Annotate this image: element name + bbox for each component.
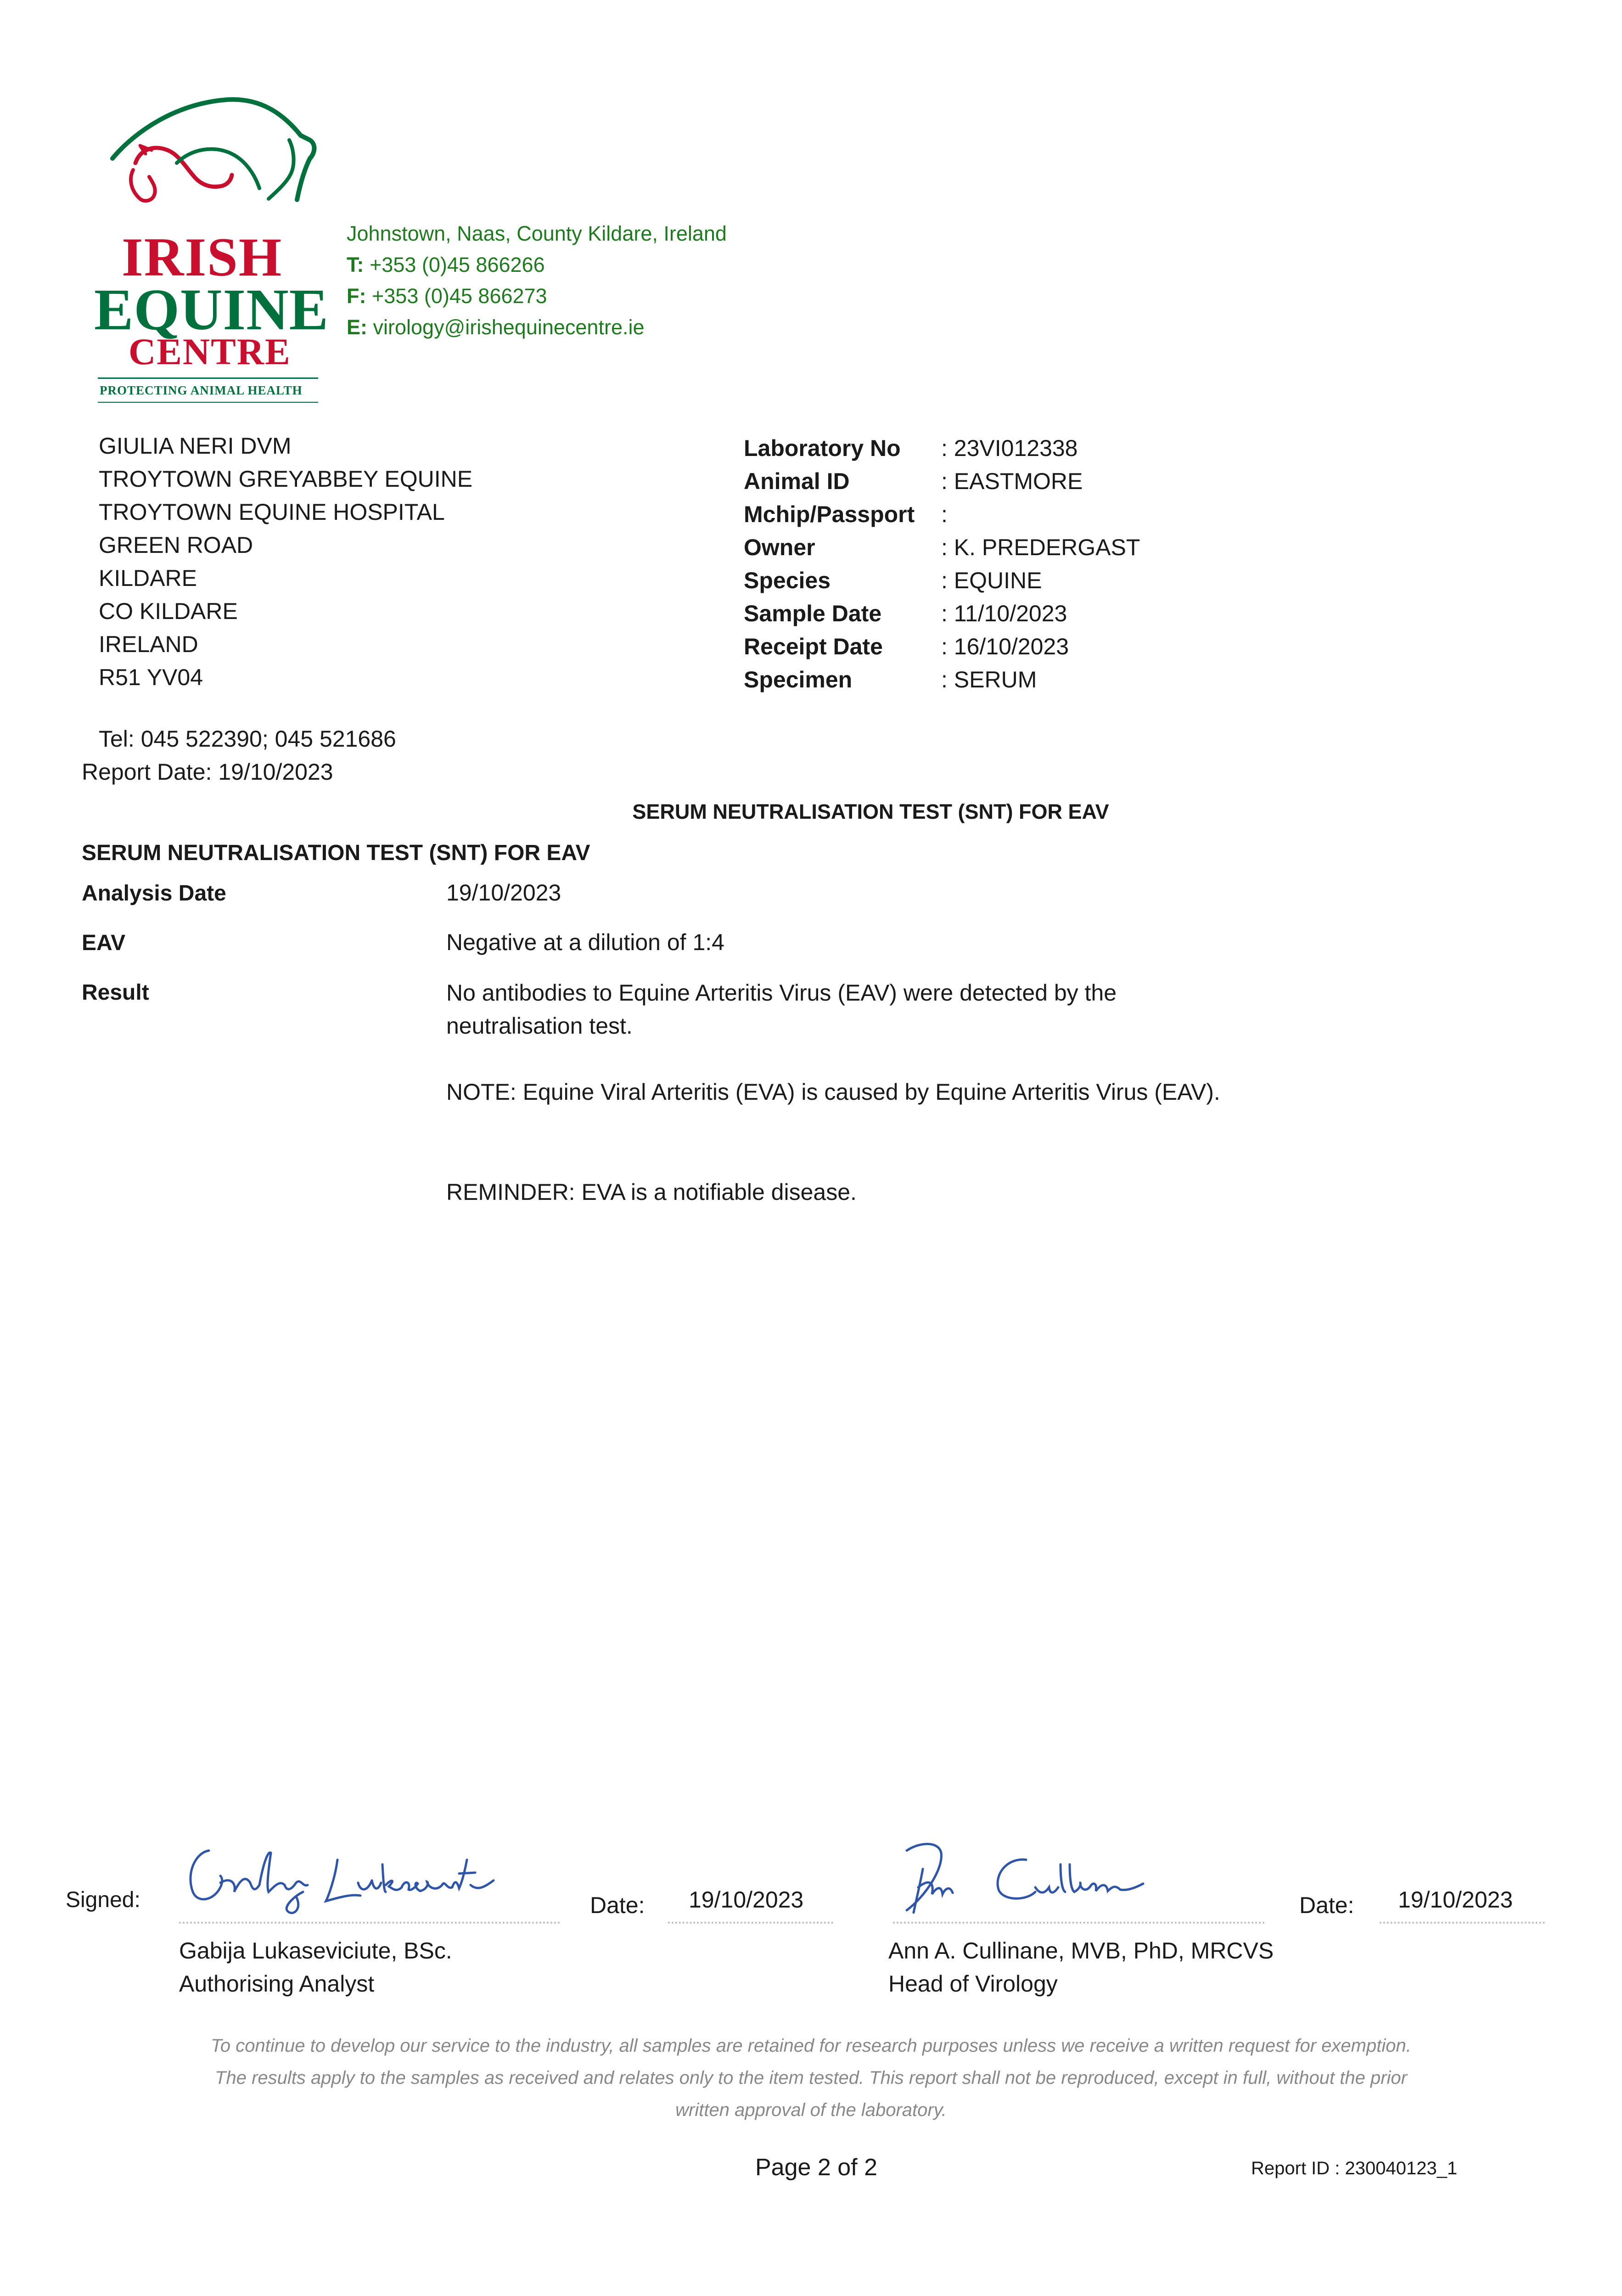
address-line: TROYTOWN GREYABBEY EQUINE <box>99 466 473 492</box>
result-label: Result <box>82 980 149 1005</box>
address-line: CO KILDARE <box>99 598 238 624</box>
date-value-left: 19/10/2023 <box>689 1887 804 1913</box>
contact-address: Johnstown, Naas, County Kildare, Ireland <box>347 222 727 245</box>
signatory-name-right: Ann A. Cullinane, MVB, PhD, MRCVS <box>888 1938 1274 1964</box>
lab-detail-row: Laboratory No : 23VI012338 <box>744 435 1078 461</box>
logo-irish-text: IRISH <box>122 226 283 287</box>
signed-label: Signed: <box>66 1888 140 1912</box>
lab-detail-row: Animal ID : EASTMORE <box>744 468 1083 494</box>
lab-detail-row: Receipt Date : 16/10/2023 <box>744 634 1069 659</box>
address-line: R51 YV04 <box>99 664 203 690</box>
result-reminder: REMINDER: EVA is a notifiable disease. <box>446 1179 857 1205</box>
logo-centre-text: CENTRE <box>129 331 291 372</box>
logo-tagline: PROTECTING ANIMAL HEALTH <box>100 383 303 397</box>
date-label-left: Date: <box>590 1892 645 1918</box>
horse-logo-icon <box>108 94 328 214</box>
disclaimer-line: To continue to develop our service to the industry, all samples are retained for research purposes unless we receive a written request for exemption. <box>211 2036 1411 2056</box>
signatory-name-left: Gabija Lukaseviciute, BSc. <box>179 1938 452 1964</box>
signature-ann-cullinane <box>888 1832 1228 1924</box>
disclaimer-line: The results apply to the samples as received and relates only to the item tested. This report shall not be reproduced, except in full, without the prior <box>215 2068 1407 2088</box>
lab-detail-row: Species : EQUINE <box>744 568 1042 593</box>
signature-gabija-lukaseviciute <box>177 1832 507 1919</box>
address-line: KILDARE <box>99 565 197 591</box>
recipient-address <box>99 429 472 694</box>
date-value-right: 19/10/2023 <box>1398 1887 1513 1913</box>
recipient-tel: Tel: 045 522390; 045 521686 <box>99 726 396 752</box>
result-text: No antibodies to Equine Arteritis Virus (EAV) were detected by the neutralisation test. <box>446 980 1117 1039</box>
date-line-right <box>1380 1922 1545 1924</box>
address-line: IRELAND <box>99 631 198 657</box>
lab-details <box>744 432 1140 696</box>
signatory-role-left: Authorising Analyst <box>179 1971 375 1997</box>
lab-detail-row: Mchip/Passport : <box>744 501 948 527</box>
address-line: GIULIA NERI DVM <box>99 433 292 459</box>
page-number: Page 2 of 2 <box>755 2154 877 2181</box>
disclaimer-line: written approval of the laboratory. <box>675 2100 947 2120</box>
report-id: Report ID : 230040123_1 <box>1251 2158 1458 2178</box>
date-line-left <box>668 1922 833 1924</box>
logo-divider <box>98 377 318 379</box>
signatory-role-right: Head of Virology <box>888 1971 1058 1997</box>
report-date: Report Date: 19/10/2023 <box>82 759 333 785</box>
contact-fax: F: +353 (0)45 866273 <box>347 284 547 308</box>
lab-detail-row: Specimen : SERUM <box>744 667 1037 692</box>
lab-detail-row: Owner : K. PREDERGAST <box>744 535 1140 560</box>
disclaimer <box>138 2030 1484 2126</box>
date-label-right: Date: <box>1299 1892 1354 1918</box>
lab-detail-row: Sample Date : 11/10/2023 <box>744 601 1067 626</box>
irish-equine-centre-logo <box>90 94 328 406</box>
analysis-date-label: Analysis Date <box>82 881 226 906</box>
eav-value: Negative at a dilution of 1:4 <box>446 929 724 955</box>
address-line: GREEN ROAD <box>99 532 253 558</box>
signature-line-right <box>893 1922 1265 1924</box>
contact-phone: T: +353 (0)45 866266 <box>347 253 545 276</box>
eav-label: EAV <box>82 931 126 955</box>
logo-equine-text: EQUINE <box>94 277 329 342</box>
analysis-date-value: 19/10/2023 <box>446 880 561 906</box>
logo-divider-bottom <box>98 402 318 403</box>
address-line: TROYTOWN EQUINE HOSPITAL <box>99 499 445 525</box>
test-heading: SERUM NEUTRALISATION TEST (SNT) FOR EAV <box>82 841 590 865</box>
test-heading-centered: SERUM NEUTRALISATION TEST (SNT) FOR EAV <box>632 800 1109 823</box>
contact-email: E: virology@irishequinecentre.ie <box>347 315 645 339</box>
signature-line-left <box>179 1922 560 1924</box>
result-note: NOTE: Equine Viral Arteritis (EVA) is caused by Equine Arteritis Virus (EAV). <box>446 1079 1220 1105</box>
contact-block <box>347 218 727 343</box>
